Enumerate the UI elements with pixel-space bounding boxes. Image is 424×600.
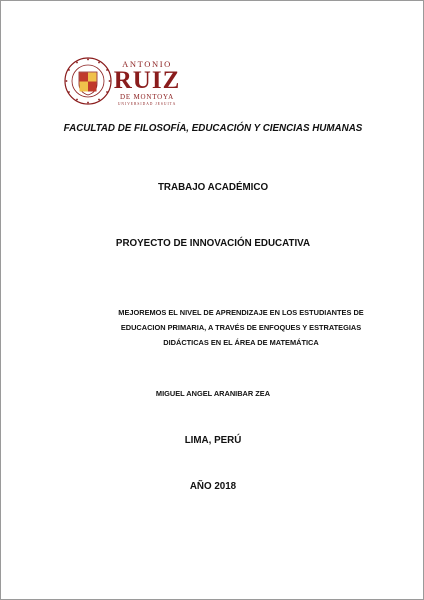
wordmark-main: RUIZ xyxy=(113,67,181,94)
faculty-name: FACULTAD DE FILOSOFÍA, EDUCACIÓN Y CIENCIAS HUMANAS xyxy=(63,123,363,134)
wordmark-top: ANTONIO xyxy=(122,59,172,69)
wordmark-bottom: DE MONTOYA xyxy=(120,93,174,101)
year: AÑO 2018 xyxy=(189,481,237,492)
thesis-title: MEJOREMOS EL NIVEL DE APRENDIZAJE EN LOS ESTUDIANTES DE EDUCACION PRIMARIA, A TRAVÉS DE ENFOQUES Y ESTRATEGIAS DIDÁCTICAS EN EL ÁREA DE MATEMÁTICA xyxy=(118,308,364,347)
wordmark-sub: UNIVERSIDAD JESUITA xyxy=(117,102,177,106)
work-type: TRABAJO ACADÉMICO xyxy=(157,182,269,193)
university-seal-icon xyxy=(63,56,113,106)
project-type: PROYECTO DE INNOVACIÓN EDUCATIVA xyxy=(115,238,311,249)
university-wordmark xyxy=(109,60,185,107)
place: LIMA, PERÚ xyxy=(184,435,242,446)
author-name: MIGUEL ANGEL ARANIBAR ZEA xyxy=(155,389,271,398)
university-logo xyxy=(63,56,183,108)
